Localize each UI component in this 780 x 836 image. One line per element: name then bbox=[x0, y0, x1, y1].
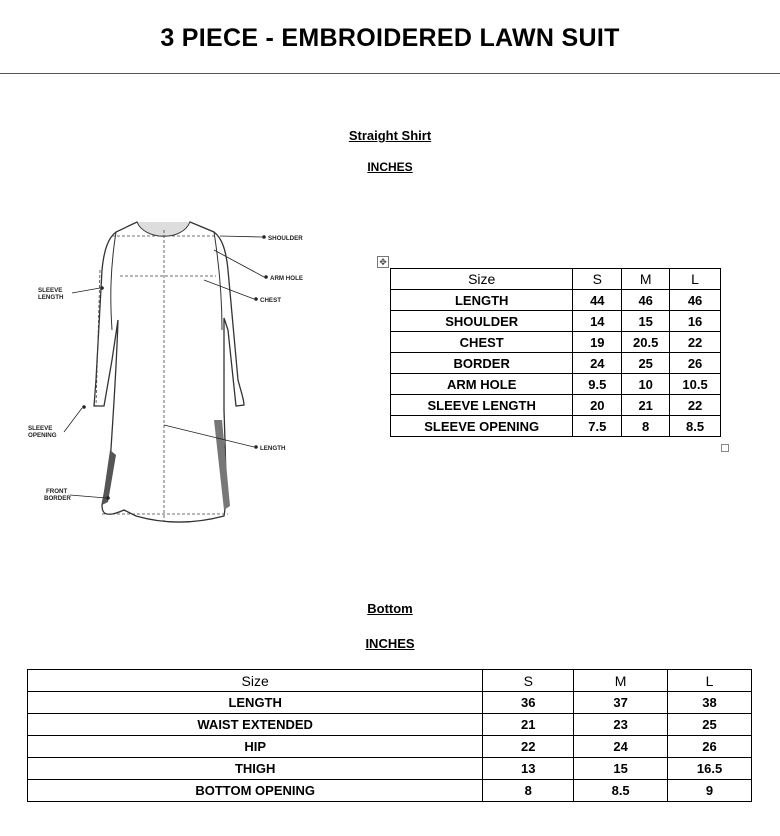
cell-l: 26 bbox=[670, 353, 721, 374]
cell-m: 8 bbox=[622, 416, 670, 437]
cell-l: 9 bbox=[668, 780, 752, 802]
cell-l: 16.5 bbox=[668, 758, 752, 780]
row-label: SLEEVE LENGTH bbox=[391, 395, 573, 416]
bottom-heading: Bottom bbox=[367, 601, 413, 616]
column-header: Size bbox=[28, 670, 483, 692]
table-header-row bbox=[391, 269, 721, 290]
row-label: ARM HOLE bbox=[391, 374, 573, 395]
cell-l: 25 bbox=[668, 714, 752, 736]
bottom-unit-label: INCHES bbox=[365, 636, 415, 651]
table-row bbox=[391, 353, 721, 374]
table-row bbox=[391, 416, 721, 437]
row-label: SLEEVE OPENING bbox=[391, 416, 573, 437]
row-label: BORDER bbox=[391, 353, 573, 374]
move-icon[interactable]: ✥ bbox=[377, 256, 389, 268]
column-header: L bbox=[668, 670, 752, 692]
row-label: HIP bbox=[28, 736, 483, 758]
table-row bbox=[28, 692, 752, 714]
column-header: L bbox=[670, 269, 721, 290]
cell-s: 7.5 bbox=[573, 416, 622, 437]
cell-m: 15 bbox=[622, 311, 670, 332]
column-header: S bbox=[483, 670, 574, 692]
cell-l: 8.5 bbox=[670, 416, 721, 437]
row-label: SHOULDER bbox=[391, 311, 573, 332]
label-sleeve-opening-line2: OPENING bbox=[28, 432, 57, 439]
cell-m: 8.5 bbox=[574, 780, 668, 802]
cell-l: 38 bbox=[668, 692, 752, 714]
column-header: M bbox=[622, 269, 670, 290]
cell-l: 22 bbox=[670, 332, 721, 353]
cell-s: 14 bbox=[573, 311, 622, 332]
cell-s: 20 bbox=[573, 395, 622, 416]
label-chest: CHEST bbox=[260, 297, 281, 304]
row-label: BOTTOM OPENING bbox=[28, 780, 483, 802]
cell-s: 13 bbox=[483, 758, 574, 780]
label-arm-hole: ARM HOLE bbox=[270, 275, 303, 282]
page-title: 3 PIECE - EMBROIDERED LAWN SUIT bbox=[160, 24, 620, 52]
table-row bbox=[391, 311, 721, 332]
table-header-row bbox=[28, 670, 752, 692]
table-row bbox=[391, 332, 721, 353]
shirt-size-table bbox=[390, 268, 721, 437]
cell-l: 16 bbox=[670, 311, 721, 332]
cell-m: 20.5 bbox=[622, 332, 670, 353]
cell-s: 19 bbox=[573, 332, 622, 353]
label-sleeve-opening-line1: SLEEVE bbox=[28, 425, 53, 432]
cell-m: 46 bbox=[622, 290, 670, 311]
row-label: LENGTH bbox=[391, 290, 573, 311]
table-row bbox=[28, 780, 752, 802]
cell-m: 10 bbox=[622, 374, 670, 395]
cell-s: 21 bbox=[483, 714, 574, 736]
cell-s: 9.5 bbox=[573, 374, 622, 395]
cell-l: 26 bbox=[668, 736, 752, 758]
cell-s: 8 bbox=[483, 780, 574, 802]
column-header: Size bbox=[391, 269, 573, 290]
row-label: WAIST EXTENDED bbox=[28, 714, 483, 736]
cell-m: 25 bbox=[622, 353, 670, 374]
column-header: M bbox=[574, 670, 668, 692]
table-row bbox=[391, 395, 721, 416]
table-row bbox=[391, 374, 721, 395]
table-row bbox=[28, 714, 752, 736]
row-label: LENGTH bbox=[28, 692, 483, 714]
cell-l: 46 bbox=[670, 290, 721, 311]
resize-handle-icon[interactable] bbox=[721, 444, 729, 452]
cell-l: 10.5 bbox=[670, 374, 721, 395]
bottom-size-table bbox=[27, 669, 752, 802]
column-header: S bbox=[573, 269, 622, 290]
cell-m: 21 bbox=[622, 395, 670, 416]
table-row bbox=[28, 736, 752, 758]
label-shoulder: SHOULDER bbox=[268, 235, 303, 242]
shirt-heading: Straight Shirt bbox=[348, 128, 432, 143]
cell-m: 23 bbox=[574, 714, 668, 736]
label-front-border-line1: FRONT bbox=[46, 488, 68, 495]
shirt-measurement-diagram bbox=[24, 210, 324, 530]
cell-s: 44 bbox=[573, 290, 622, 311]
cell-l: 22 bbox=[670, 395, 721, 416]
cell-s: 36 bbox=[483, 692, 574, 714]
shirt-unit-label: INCHES bbox=[367, 160, 413, 174]
table-row bbox=[28, 758, 752, 780]
row-label: THIGH bbox=[28, 758, 483, 780]
cell-m: 15 bbox=[574, 758, 668, 780]
cell-m: 24 bbox=[574, 736, 668, 758]
title-divider bbox=[0, 73, 780, 74]
label-sleeve-length-line1: SLEEVE bbox=[38, 287, 63, 294]
cell-s: 24 bbox=[573, 353, 622, 374]
table-row bbox=[391, 290, 721, 311]
label-sleeve-length-line2: LENGTH bbox=[38, 294, 64, 301]
label-front-border-line2: BORDER bbox=[44, 495, 71, 502]
cell-s: 22 bbox=[483, 736, 574, 758]
cell-m: 37 bbox=[574, 692, 668, 714]
row-label: CHEST bbox=[391, 332, 573, 353]
label-length: LENGTH bbox=[260, 445, 286, 452]
